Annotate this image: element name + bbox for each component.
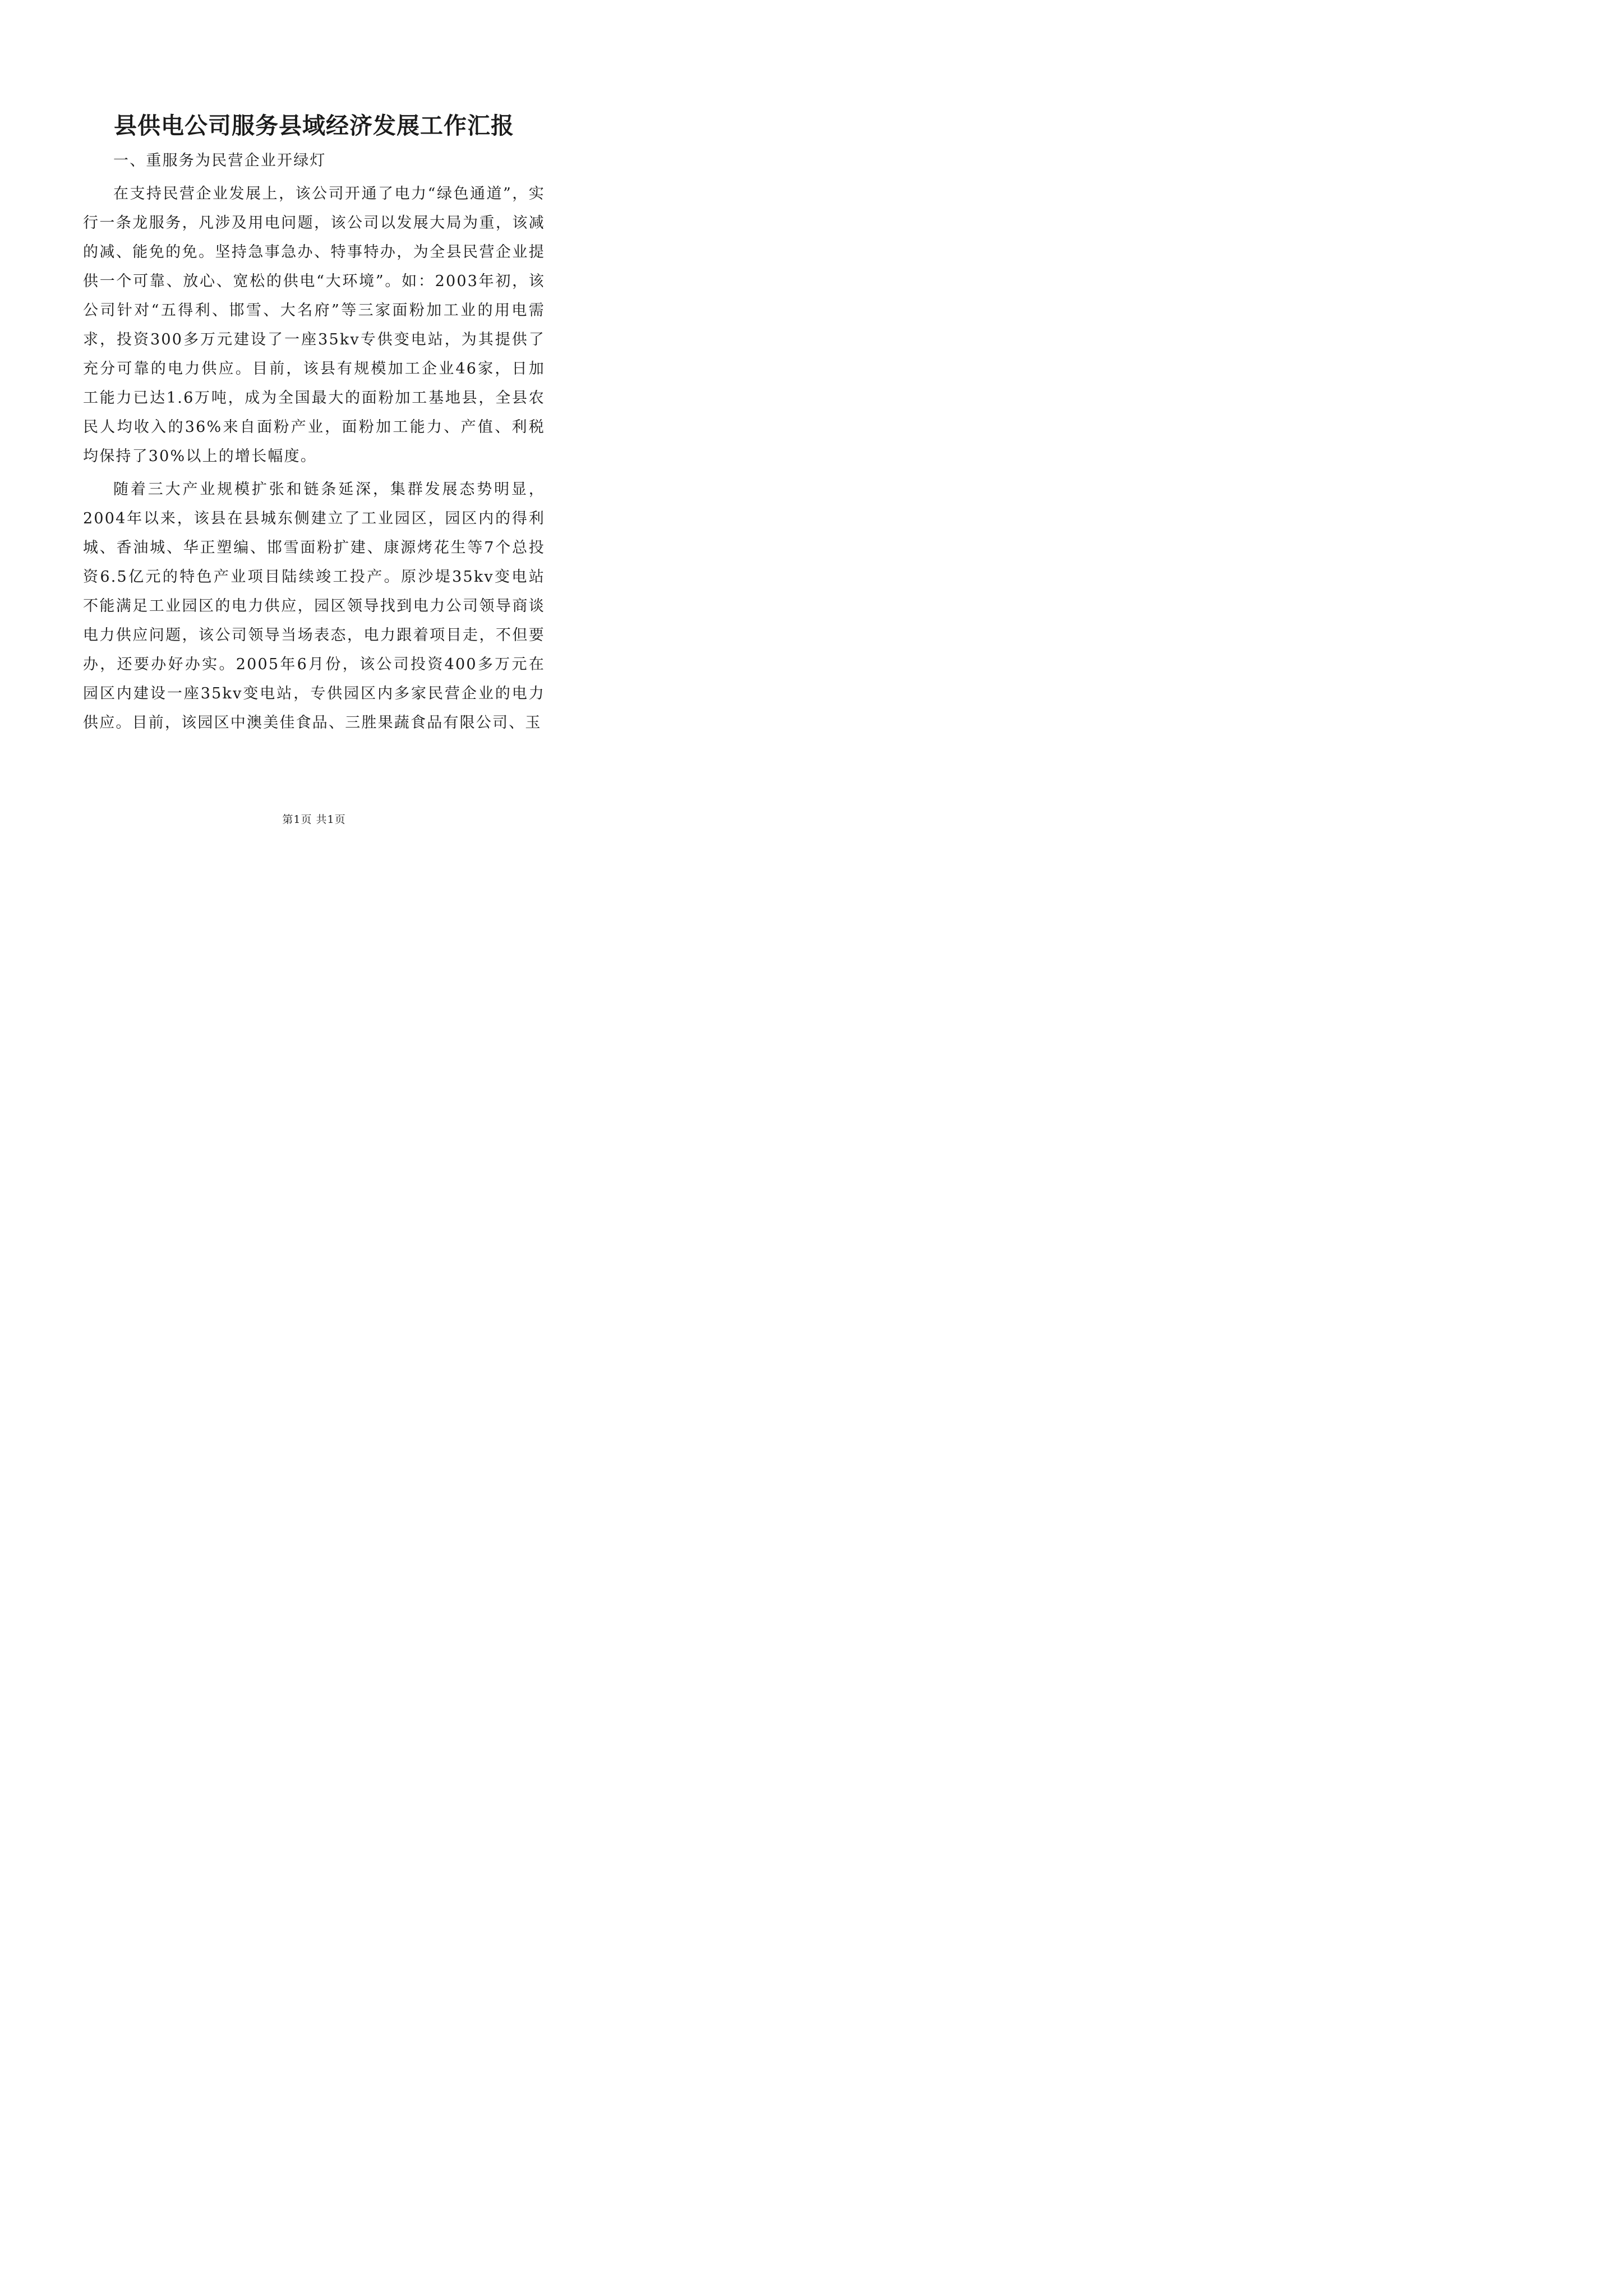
document-body — [83, 146, 545, 738]
document-page — [0, 0, 628, 888]
document-title: 县供电公司服务县域经济发展工作汇报 — [114, 112, 514, 139]
page-footer: 第1页 共1页 — [282, 813, 346, 826]
body-paragraph: 随着三大产业规模扩张和链条延深，集群发展态势明显，2004年以来，该县在县城东侧建立了工业园区，园区内的得利城、香油城、华正塑编、邯雪面粉扩建、康源烤花生等7个总投资6.5亿元的特色产业项目陆续竣工投产。原沙堤35kv变电站不能满足工业园区的电力供应，园区领导找到电力公司领导商谈电力供应问题，该公司领导当场表态，电力跟着项目走，不但要办，还要办好办实。2005年6月份，该公司投资400多万元在园区内建设一座35kv变电站，专供园区内多家民营企业的电力供应。目前，该园区中澳美佳食品、三胜果蔬食品有限公司、玉 — [83, 481, 545, 731]
section-heading: 一、重服务为民营企业开绿灯 — [113, 152, 326, 169]
body-paragraph: 在支持民营企业发展上，该公司开通了电力“绿色通道”，实行一条龙服务，凡涉及用电问题，该公司以发展大局为重，该减的减、能免的免。坚持急事急办、特事特办，为全县民营企业提供一个可靠、放心、宽松的供电“大环境”。如：2003年初，该公司针对“五得利、邯雪、大名府”等三家面粉加工业的用电需求，投资300多万元建设了一座35kv专供变电站，为其提供了充分可靠的电力供应。目前，该县有规模加工企业46家，日加工能力已达1.6万吨，成为全国最大的面粉加工基地县，全县农民人均收入的36%来自面粉产业，面粉加工能力、产值、利税均保持了30%以上的增长幅度。 — [83, 185, 545, 465]
